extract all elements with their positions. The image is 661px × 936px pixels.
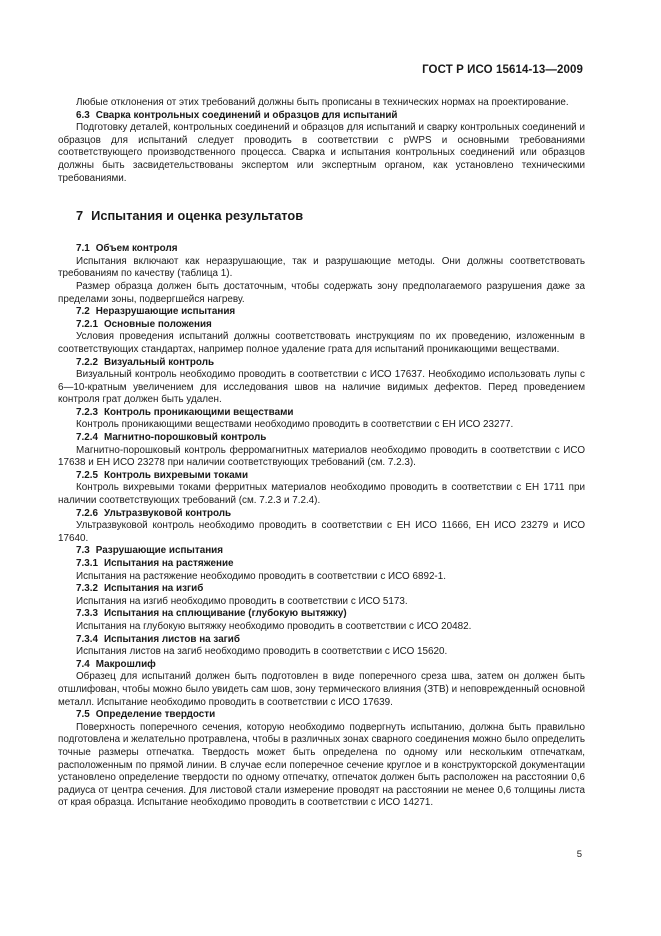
section-number: 7.1 bbox=[76, 243, 90, 255]
paragraph: Подготовку деталей, контрольных соединений и образцов для испытаний и сварку контрольных соединений и образцов для испытаний следует проводить в соответствии с pWPS и основными требованиями соответствующего производственного процесса. Сварка и испытания контрольных соединений или образцов должны быть засвидетельствованы экспертом или экспертным органом, как установлено техническими требованиями. bbox=[58, 122, 585, 184]
paragraph: Образец для испытаний должен быть подготовлен в виде поперечного среза шва, затем он должен быть отшлифован, чтобы можно было увидеть сам шов, зону термического влияния (ЗТВ) и неповрежденный основной металл. Испытание необходимо проводить в соответствии с ИСО 17639. bbox=[58, 671, 585, 708]
subsection-heading bbox=[58, 545, 585, 558]
section-title: Испытания и оценка результатов bbox=[91, 208, 304, 224]
subsection-heading bbox=[58, 634, 585, 647]
section-number: 7.3 bbox=[76, 545, 90, 557]
subsection-heading bbox=[58, 508, 585, 521]
paragraph: Магнитно-порошковый контроль ферромагнитных материалов необходимо проводить в соответствии с ИСО 17638 и ЕН ИСО 23278 при наличии соответствующих требований (см. 7.2.3). bbox=[58, 444, 585, 469]
section-title: Контроль вихревыми токами bbox=[103, 469, 249, 481]
section-number: 7.3.1 bbox=[76, 558, 98, 569]
paragraph: Любые отклонения от этих требований должны быть прописаны в технических нормах на проектирование. bbox=[76, 97, 569, 108]
subsection-heading bbox=[58, 407, 585, 420]
subsection-heading bbox=[58, 357, 585, 370]
section-title: Испытания на растяжение bbox=[103, 558, 234, 569]
paragraph: Испытания на изгиб необходимо проводить в соответствии с ИСО 5173. bbox=[76, 595, 408, 607]
subsection-heading bbox=[58, 470, 585, 483]
subsection-heading bbox=[58, 243, 585, 256]
section-heading bbox=[58, 208, 585, 223]
section-number: 7.2.1 bbox=[76, 318, 98, 330]
paragraph: Поверхность поперечного сечения, которую необходимо подвергнуть испытанию, должна быть правильно подготовлена и желательно протравлена, чтобы в различных зонах сварного соединения можно было определить точные размеры отпечатка. Твердость может быть определена по одному или нескольким отпечаткам, расположенным по прямой линии. В случае если поперечное сечение круглое и в конструкторской документации установлено определение твердости по одному отпечатку, отпечаток должен быть расположен на расстоянии 0,6 радиуса от центра сечения. Для листовой стали измерение проводят на расстоянии не менее 0,6 толщины листа от края образца. Испытание необходимо проводить в соответствии с ИСО 14271. bbox=[58, 721, 586, 809]
paragraph: Испытания включают как неразрушающие, так и разрушающие методы. Они должны соответствовать требованиям по качеству (таблица 1). bbox=[58, 255, 585, 280]
section-number: 6.3 bbox=[76, 109, 90, 121]
section-number: 7.3.4 bbox=[76, 633, 98, 645]
section-number: 7.3.2 bbox=[76, 583, 98, 595]
subsection-heading bbox=[58, 659, 585, 672]
paragraph: Визуальный контроль необходимо проводить в соответствии с ИСО 17637. Необходимо использовать лупы с 6—10-кратным увеличением для исследования швов на наличие видимых дефектов. Перед проведением контроля грат должен быть удален. bbox=[58, 369, 585, 406]
section-number: 7 bbox=[76, 208, 84, 224]
paragraph: Контроль проникающими веществами необходимо проводить в соответствии с ЕН ИСО 23277. bbox=[76, 419, 514, 431]
section-title: Испытания на сплющивание (глубокую вытяжку) bbox=[103, 608, 347, 620]
subsection-heading bbox=[58, 306, 585, 319]
section-title: Магнитно-порошковый контроль bbox=[103, 432, 267, 444]
section-title: Контроль проникающими веществами bbox=[103, 406, 294, 418]
section-title: Испытания на изгиб bbox=[103, 583, 204, 595]
section-title: Основные положения bbox=[103, 318, 212, 330]
document-body bbox=[58, 97, 585, 810]
section-title: Неразрушающие испытания bbox=[95, 306, 236, 318]
page-number: 5 bbox=[576, 849, 582, 860]
subsection-heading bbox=[58, 583, 585, 596]
section-number: 7.2.3 bbox=[76, 406, 98, 418]
subsection-heading bbox=[58, 319, 585, 332]
section-number: 7.2.6 bbox=[76, 507, 98, 519]
section-number: 7.4 bbox=[76, 658, 90, 670]
section-number: 7.2 bbox=[76, 306, 90, 318]
paragraph: Ультразвуковой контроль необходимо проводить в соответствии с ЕН ИСО 11666, ЕН ИСО 23279 и ИСО 17640. bbox=[58, 520, 585, 544]
subsection-heading bbox=[58, 709, 585, 722]
section-number: 7.5 bbox=[76, 709, 90, 721]
section-number: 7.2.5 bbox=[76, 469, 98, 481]
paragraph: Контроль вихревыми токами ферритных материалов необходимо проводить в соответствии с ЕН 1711 при наличии соответствующих требований (см. 7.2.3 и 7.2.4). bbox=[58, 482, 585, 507]
section-title: Макрошлиф bbox=[95, 658, 156, 670]
subsection-heading bbox=[58, 110, 585, 123]
subsection-heading bbox=[58, 558, 585, 571]
section-title: Определение твердости bbox=[95, 709, 216, 721]
subsection-heading bbox=[58, 432, 585, 445]
section-title: Ультразвуковой контроль bbox=[103, 507, 232, 519]
section-title: Визуальный контроль bbox=[103, 356, 215, 368]
section-number: 7.3.3 bbox=[76, 608, 98, 620]
paragraph: Размер образца должен быть достаточным, чтобы содержать зону предполагаемого разрушения даже за пределами зоны, подвергшейся нагреву. bbox=[58, 280, 585, 305]
section-number: 7.2.4 bbox=[76, 432, 98, 444]
section-title: Разрушающие испытания bbox=[95, 545, 223, 557]
section-title: Испытания листов на загиб bbox=[103, 633, 240, 645]
section-title: Сварка контрольных соединений и образцов для испытаний bbox=[95, 109, 398, 121]
standard-code-header: ГОСТ Р ИСО 15614-13—2009 bbox=[422, 64, 583, 76]
section-title: Объем контроля bbox=[95, 243, 178, 255]
paragraph: Испытания на растяжение необходимо проводить в соответствии с ИСО 6892-1. bbox=[76, 570, 446, 582]
paragraph: Испытания листов на загиб необходимо проводить в соответствии с ИСО 15620. bbox=[76, 646, 448, 658]
paragraph: Условия проведения испытаний должны соответствовать инструкциям по их проведению, изложенным в соответствующих стандартах, например полное удаление грата для испытаний проникающими веществами. bbox=[58, 331, 585, 355]
subsection-heading bbox=[58, 608, 585, 621]
section-number: 7.2.2 bbox=[76, 356, 98, 368]
paragraph: Испытания на глубокую вытяжку необходимо проводить в соответствии с ИСО 20482. bbox=[76, 620, 472, 632]
